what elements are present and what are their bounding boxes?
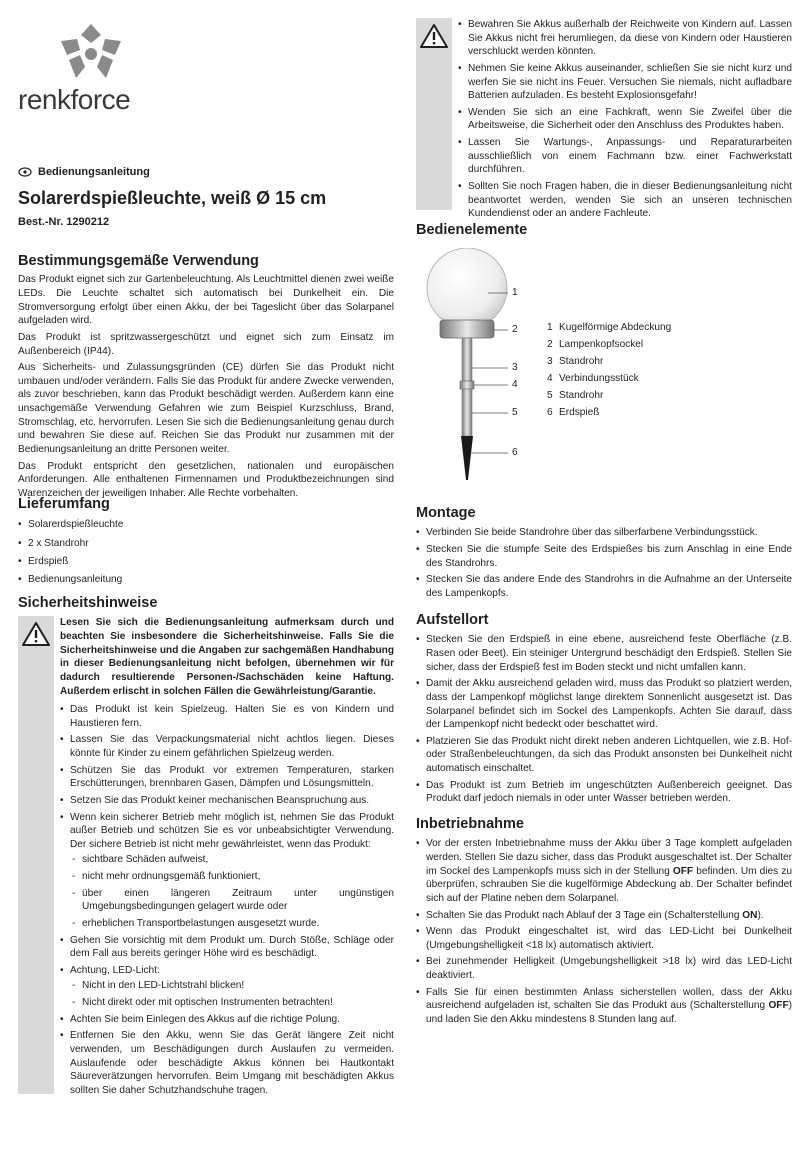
list-item: • 2 x Standrohr [18,536,394,551]
list-item: • Verbinden Sie beide Standrohre über das silberfarbene Verbindungsstück. [416,526,792,540]
page-title: Solarerdspießleuchte, weiß Ø 15 cm [18,188,327,208]
sub-item: - über einen längeren Zeitraum unter ungünstigen Umgebungsbedingungen gelagert wurde oder [70,887,394,914]
section-startup [416,816,792,1030]
callout-label: 3 [512,362,518,373]
list-item: • Stecken Sie den Erdspieß in eine ebene, ausreichend feste Oberfläche (z.B. Rasen oder Beet). Ein steiniger Untergrund beschädigt den Erdspieß. Stellen Sie sicher, dass der Erdspieß fest im Boden steckt und nicht umfallen kann. [416,633,792,674]
callout-label: 6 [512,447,518,458]
section-heading: Inbetriebnahme [416,816,524,832]
list-item: • Lassen Sie das Verpackungsmaterial nicht achtlos liegen. Dieses könnte für Kinder zu einem gefährlichen Spielzeug werden. [60,733,394,760]
list-item: • Wenn das Produkt eingeschaltet ist, wird das LED-Licht bei Dunkelheit (Umgebungshelligkeit <18 lx) automatisch aktiviert. [416,925,792,952]
list-item: • Platzieren Sie das Produkt nicht direkt neben anderen Lichtquellen, wie z.B. Hof- oder Straßenbeleuchtungen, da sich das Produkt ansonsten bei Dunkelheit nicht automatisch einschaltet. [416,735,792,776]
warning-intro: Lesen Sie sich die Bedienungsanleitung aufmerksam durch und beachten Sie insbesondere die Sicherheitshinweise. Falls Sie die Sicherheitshinweise und die Angaben zur sachgemäßen Handhabung in dieser Bedienungsanleitung nicht befolgen, übernehmen wir für dadurch resultierende Personen-/Sachschäden keine Haftung. Außerdem erlischt in solchen Fällen die Gewährleistung/Garantie. [60,617,394,697]
warning-triangle-icon [21,621,51,647]
lamp-illustration [416,248,546,483]
renkforce-logo-icon [55,22,127,84]
section-heading: Montage [416,505,476,521]
callout-label: 5 [512,407,518,418]
section-heading: Lieferumfang [18,496,110,512]
list-item: • Das Produkt ist zum Betrieb im ungeschützten Außenbereich geeignet. Das Produkt darf jedoch niemals in oder unter Wasser betrieben werden. [416,779,792,806]
paragraph: Das Produkt ist spritzwassergeschützt und eignet sich zum Einsatz im Außenbereich (IP44). [18,331,394,357]
section-safety [18,595,394,1100]
legend-list [547,319,671,421]
warning-box [18,616,394,1097]
legend-item: 4 Verbindungsstück [547,373,639,385]
brand-name: renkforce [18,84,131,115]
list-item: • Bedienungsanleitung [18,572,394,587]
warning-triangle-icon [419,23,449,49]
sub-item: - Nicht direkt oder mit optischen Instrumenten betrachten! [70,996,394,1010]
list-item: • Gehen Sie vorsichtig mit dem Produkt um. Durch Stöße, Schläge oder dem Fall aus bereits geringer Höhe wird es beschädigt. [60,934,394,961]
list-item: • Bewahren Sie Akkus außerhalb der Reichweite von Kindern auf. Lassen Sie Akkus nicht frei herumliegen, da diese von Kindern oder Haustieren verschluckt werden könnten. [458,18,792,59]
list-item: • Schalten Sie das Produkt nach Ablauf der 3 Tage ein (Schalterstellung ON). [416,909,792,923]
list-item: • Nehmen Sie keine Akkus auseinander, schließen Sie sie nicht kurz und werfen Sie sie nicht ins Feuer. Versuchen Sie niemals, nicht aufladbare Batterien aufzuladen. Es besteht Explosionsgefahr! [458,62,792,103]
warning-bar [416,18,452,210]
callout-label: 1 [512,287,518,298]
section-location [416,612,792,809]
list-item: • Entfernen Sie den Akku, wenn Sie das Gerät längere Zeit nicht verwenden, um Beschädigungen durch Auslaufen zu vermeiden. Auslaufende oder beschädigte Akkus können bei Hautkontakt Säureverätzungen hervorrufen. Beim Umgang mit beschädigten Akkus sollten Sie daher Schutzhandschuhe tragen. [60,1029,394,1097]
legend-item: 6 Erdspieß [547,407,600,419]
eye-icon [18,167,32,177]
legend-item: 3 Standrohr [547,356,604,368]
list-item: • Damit der Akku ausreichend geladen wird, muss das Produkt so platziert werden, dass der Lampenkopf möglichst lange direktem Sonnenlicht ausgesetzt ist. Das Solarpanel befindet sich im Sockel des Lampenkopfs. Achten Sie darauf, dass der Lampenkopf nicht bedeckt oder beschattet wird. [416,677,792,732]
section-heading: Bedienelemente [416,222,528,238]
product-illustration [416,248,546,483]
callout-label: 2 [512,324,518,335]
paragraph: Aus Sicherheits- und Zulassungsgründen (CE) dürfen Sie das Produkt nicht umbauen und/oder verändern. Falls Sie das Produkt für andere Zwecke verwenden, als zuvor beschrieben, kann das Produkt beschädigt werden. Außerdem kann eine unsachgemäße Verwendung Gefahren wie zum Beispiel Kurzschluss, Brand, Stromschlag, etc. hervorrufen. Lesen Sie sich die Bedienungsanleitung genau durch und bewahren Sie diese auf. Reichen Sie das Produkt nur zusammen mit der Bedienungsanleitung an dritte Personen weiter. [18,362,394,455]
order-number: Best.-Nr. 1290212 [18,216,110,228]
list-item: • Schützen Sie das Produkt vor extremen Temperaturen, starken Erschütterungen, brennbaren Gasen, Dämpfen und Lösungsmitteln. [60,764,394,791]
section-heading: Bestimmungsgemäße Verwendung [18,253,259,269]
legend-item: 1 Kugelförmige Abdeckung [547,322,672,333]
paragraph: Das Produkt eignet sich zur Gartenbeleuchtung. Als Leuchtmittel dienen zwei weiße LEDs. Die Leuchte schaltet sich automatisch bei Dunkelheit ein. Die Stromversorgung erfolgt über einen Akku, der bei Tageslicht über das Solarpanel aufgeladen wird. [18,274,394,327]
section-assembly [416,505,792,604]
list-item: • Setzen Sie das Produkt keiner mechanischen Beanspruchung aus. [60,794,394,808]
list-item: • Wenn kein sicherer Betrieb mehr möglich ist, nehmen Sie das Produkt außer Betrieb und schützen Sie es vor unbeabsichtigter Verwendung. Der sichere Betrieb ist nicht mehr gewährleistet, wenn das Produkt: - sichtbare Schäden aufweist, - nicht mehr ordnungsgemäß funktioniert, - über einen längeren Zeitraum unter ungünstigen Umgebungsbedingungen gelagert wurde oder - erheblichen Transportbelastungen ausgesetzt wurde. [60,811,394,931]
sub-item: - Nicht in den LED-Lichtstrahl blicken! [70,979,394,993]
list-item: • Achten Sie beim Einlegen des Akkus auf die richtige Polung. [60,1013,394,1027]
warning-bar [18,616,54,1094]
list-item: • Lassen Sie Wartungs-, Anpassungs- und Reparaturarbeiten ausschließlich von einem Fachmann bzw. einer Fachwerkstatt durchführen. [458,136,792,177]
sub-item: - erheblichen Transportbelastungen ausgesetzt wurde. [70,917,394,931]
warning-box-continued [416,18,792,224]
list-item: • Achtung, LED-Licht: - Nicht in den LED-Lichtstrahl blicken! - Nicht direkt oder mit optischen Instrumenten betrachten! [60,964,394,1010]
legend-item: 2 Lampenkopfsockel [547,339,644,351]
list-item: • Sollten Sie noch Fragen haben, die in dieser Bedienungsanleitung nicht beantwortet werden, wenden Sie sich an unseren technischen Kundendienst oder an andere Fachleute. [458,180,792,221]
list-item: • Vor der ersten Inbetriebnahme muss der Akku über 3 Tage komplett aufgeladen werden. Stellen Sie dazu sicher, dass das Produkt ausgeschaltet ist. Der Schalter im Sockel des Lampenkopfs muss sich in der Stellung OFF befinden. Um dies zu überprüfen, schrauben Sie die kugelförmige Abdeckung ab. Der Schalter befindet sich auf der Platine neben dem Solarpanel. [416,837,792,905]
list-item: • Solarerdspießleuchte [18,517,394,532]
callout-label: 4 [512,379,518,390]
sub-item: - nicht mehr ordnungsgemäß funktioniert, [70,870,394,884]
list-item: • Erdspieß [18,554,394,569]
list-item: • Das Produkt ist kein Spielzeug. Halten Sie es von Kindern und Haustieren fern. [60,703,394,730]
list-item: • Wenden Sie sich an eine Fachkraft, wenn Sie Zweifel über die Arbeitsweise, die Sicherheit oder den Anschluss des Produktes haben. [458,106,792,133]
list-item: • Falls Sie für einen bestimmten Anlass sicherstellen wollen, dass der Akku ausreichend aufgeladen ist, schalten Sie das Produkt aus (Schalterstellung OFF) und laden Sie den Akku mindestens 8 Stunden lang auf. [416,986,792,1027]
list-item: • Stecken Sie das andere Ende des Standrohrs in die Aufnahme an der Unterseite des Lampenkopfs. [416,573,792,600]
list-item: • Bei zunehmender Helligkeit (Umgebungshelligkeit >18 lx) wird das LED-Licht deaktiviert. [416,955,792,982]
manual-label: Bedienungsanleitung [18,165,150,179]
paragraph: Das Produkt entspricht den gesetzlichen, nationalen und europäischen Anforderungen. Alle enthaltenen Firmennamen und Produktbezeichnungen sind Warenzeichen der jeweiligen Inhaber. Alle Rechte vorbehalten. [18,460,394,499]
section-heading: Aufstellort [416,612,489,628]
sub-item: - sichtbare Schäden aufweist, [70,853,394,867]
section-intended-use [18,253,394,503]
section-heading: Sicherheitshinweise [18,595,158,611]
legend-item: 5 Standrohr [547,390,604,402]
list-item: • Stecken Sie die stumpfe Seite des Erdspießes bis zum Anschlag in eine Ende des Standrohrs. [416,543,792,570]
section-delivery [18,496,394,590]
brand-logo [18,20,178,125]
